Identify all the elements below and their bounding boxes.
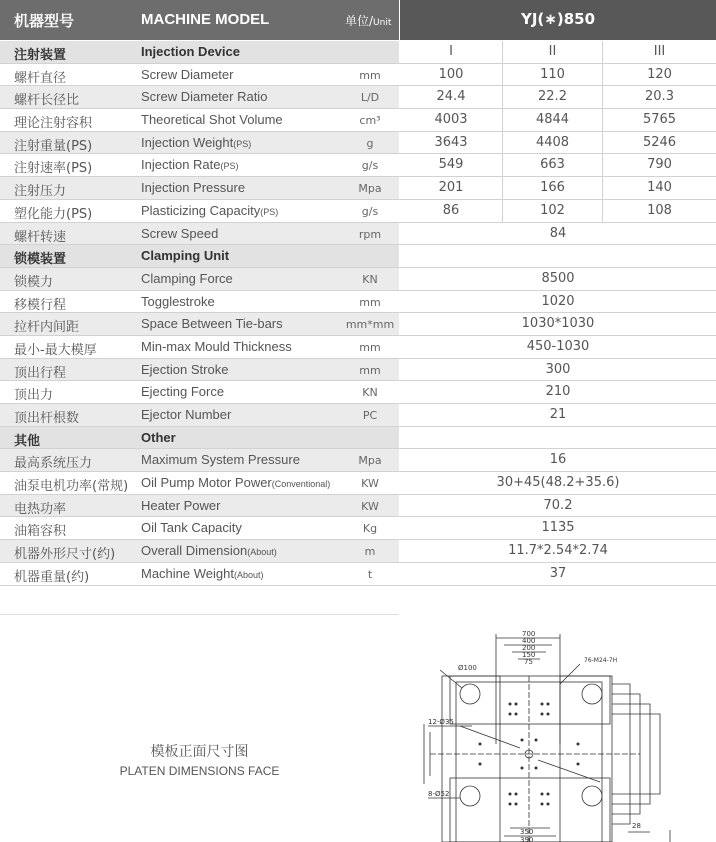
section-row <box>0 245 716 268</box>
row-value: 11.7*2.54*2.74 <box>508 543 608 559</box>
row-value: 1030*1030 <box>521 316 595 332</box>
row-label-en: Ejection Stroke <box>141 361 229 377</box>
table-row <box>0 86 716 109</box>
row-unit: mm <box>359 340 381 354</box>
row-label-cn: 注射压力 <box>14 184 67 200</box>
dim-label: 12-Ø35 <box>428 718 454 726</box>
row-value-i: 4003 <box>434 112 468 128</box>
row-label-cn: 拉杆内间距 <box>14 320 80 336</box>
row-label-en: Machine Weight(About) <box>141 565 264 581</box>
table-row <box>0 472 716 495</box>
spec-table <box>0 41 716 586</box>
row-unit: KW <box>361 477 379 491</box>
dim-label: 8-Ø52 <box>428 790 450 798</box>
header-model-en: MACHINE MODEL <box>141 11 270 28</box>
row-label-cn: 理论注射容积 <box>14 116 93 132</box>
row-label-cn: 机器重量(约) <box>14 569 90 585</box>
row-unit: t <box>367 567 373 581</box>
row-value-ii: 110 <box>502 64 602 86</box>
row-value-ii: 102 <box>502 200 602 222</box>
table-row <box>0 64 716 87</box>
row-label-en: Other <box>141 429 176 445</box>
dim-label: 400 <box>522 637 536 645</box>
table-row <box>0 449 716 472</box>
table-row <box>0 495 716 518</box>
row-unit: KW <box>361 499 379 513</box>
header-model-cn: 机器型号 <box>14 12 75 30</box>
table-row <box>0 154 716 177</box>
row-value-i: 3643 <box>434 134 468 150</box>
row-label-cn: 注射重量(PS) <box>14 138 93 154</box>
row-unit: Mpa <box>358 182 382 196</box>
table-row <box>0 132 716 155</box>
row-value-iii: 140 <box>602 177 716 199</box>
row-value-iii: 20.3 <box>602 86 716 108</box>
dim-label: 75 <box>524 658 533 666</box>
row-value-iii: 5765 <box>602 109 716 131</box>
row-value-i: 100 <box>438 66 464 82</box>
row-value: 84 <box>549 225 567 241</box>
table-row <box>0 336 716 359</box>
row-value: 210 <box>545 384 571 400</box>
dim-label: 76-M24-7H <box>584 657 618 664</box>
row-label-cn: 锁模力 <box>14 274 54 290</box>
header-unit: 单位/Unit <box>345 14 392 28</box>
dim-label: Ø100 <box>458 664 477 672</box>
row-unit: g/s <box>361 159 379 173</box>
row-value-i: 549 <box>438 157 464 173</box>
row-label-cn: 油泵电机功率(常规) <box>14 479 129 495</box>
platen-drawing <box>400 614 716 842</box>
row-label-en: Ejecting Force <box>141 384 225 400</box>
row-unit: m <box>364 545 376 559</box>
row-unit: mm*mm <box>345 318 395 332</box>
row-label-en: Theoretical Shot Volume <box>141 112 283 128</box>
table-row <box>0 381 716 404</box>
row-value: 300 <box>545 361 571 377</box>
divider <box>0 614 399 615</box>
dim-label: 150 <box>522 651 536 659</box>
row-label-cn: 移模行程 <box>14 297 67 313</box>
row-value: 450-1030 <box>526 338 590 354</box>
row-label-cn: 螺杆转速 <box>14 229 67 245</box>
row-label-bg <box>0 427 399 449</box>
row-value-i: 24.4 <box>436 89 466 105</box>
row-label-en: Oil Pump Motor Power(Conventional) <box>141 475 331 491</box>
row-label-cn: 注射装置 <box>14 48 67 63</box>
dim-label: 700 <box>522 630 536 638</box>
header-model-name: YJ(∗)850 <box>520 10 596 28</box>
row-value: 1135 <box>541 520 575 536</box>
row-unit: L/D <box>360 91 380 105</box>
row-label-cn: 其他 <box>14 433 41 449</box>
row-unit: Mpa <box>358 454 382 468</box>
platen-caption-cn: 模板正面尺寸图 <box>150 744 249 760</box>
row-value-ii: 22.2 <box>502 86 602 108</box>
row-label-cn: 注射速率(PS) <box>14 161 93 177</box>
row-label-en: Maximum System Pressure <box>141 452 300 468</box>
row-label-en: Space Between Tie-bars <box>141 316 283 332</box>
row-value-i: 201 <box>438 180 464 196</box>
row-unit: mm <box>359 295 381 309</box>
table-row <box>0 563 716 586</box>
row-value-ii: 4408 <box>502 132 602 154</box>
row-value-iii: 5246 <box>602 132 716 154</box>
row-label-en: Injection Rate(PS) <box>141 157 239 173</box>
row-value-iii: 120 <box>602 64 716 86</box>
row-label-en: Clamping Force <box>141 270 233 286</box>
row-value-iii: 790 <box>602 154 716 176</box>
row-unit: KN <box>362 272 378 286</box>
row-label-cn: 最小-最大模厚 <box>14 342 97 358</box>
table-row <box>0 517 716 540</box>
dim-label: 200 <box>522 644 536 652</box>
row-value-i: 86 <box>442 202 460 218</box>
row-label-cn: 锁模装置 <box>14 252 67 268</box>
row-unit: g <box>366 136 374 150</box>
section-row <box>0 427 716 450</box>
row-label-en: Screw Speed <box>141 225 219 241</box>
table-row <box>0 291 716 314</box>
row-label-cn: 电热功率 <box>14 501 67 517</box>
row-unit: PC <box>362 409 378 422</box>
row-label-cn: 螺杆直径 <box>14 70 67 86</box>
table-row <box>0 313 716 336</box>
row-label-en: Togglestroke <box>141 293 215 309</box>
row-label-cn: 最高系统压力 <box>14 456 93 472</box>
row-value-ii: 4844 <box>502 109 602 131</box>
row-value-ii: 663 <box>502 154 602 176</box>
row-unit: mm <box>359 68 381 82</box>
row-label-en: Oil Tank Capacity <box>141 520 242 536</box>
table-row <box>0 359 716 382</box>
row-label-en: Min-max Mould Thickness <box>141 338 292 354</box>
row-unit: g/s <box>361 204 379 218</box>
row-value: 21 <box>549 407 567 422</box>
row-value-i: I <box>449 44 453 59</box>
dim-label: 350 <box>520 828 534 836</box>
platen-caption-en: PLATEN DIMENSIONS FACE <box>119 764 280 778</box>
row-label-en: Injection Device <box>141 44 240 59</box>
row-label-cn: 油箱容积 <box>14 524 67 540</box>
row-unit: KN <box>362 386 378 400</box>
row-unit: rpm <box>358 227 382 241</box>
row-label-cn: 顶出行程 <box>14 365 67 381</box>
table-row <box>0 177 716 200</box>
row-value-ii: II <box>502 41 602 63</box>
row-label-cn: 顶出力 <box>14 388 54 404</box>
row-label-en: Ejector Number <box>141 407 232 422</box>
table-row <box>0 268 716 291</box>
row-value-iii: III <box>602 41 716 63</box>
table-row <box>0 540 716 563</box>
row-label-en: Screw Diameter Ratio <box>141 89 268 105</box>
dim-label: 28 <box>632 822 641 830</box>
row-value: 8500 <box>541 270 575 286</box>
row-label-en: Screw Diameter <box>141 66 234 82</box>
row-unit: cm³ <box>359 114 381 128</box>
dim-label: 390 <box>520 836 534 842</box>
row-label-en: Plasticizing Capacity(PS) <box>141 202 279 218</box>
row-label-en: Heater Power <box>141 497 221 513</box>
row-value-iii: 108 <box>602 200 716 222</box>
table-row <box>0 404 716 427</box>
row-value-ii: 166 <box>502 177 602 199</box>
row-unit: mm <box>359 363 381 377</box>
row-label-cn: 顶出杆根数 <box>14 411 80 426</box>
row-label-en: Injection Weight(PS) <box>141 134 252 150</box>
row-value: 1020 <box>541 293 575 309</box>
row-value: 70.2 <box>543 497 573 513</box>
row-label-en: Clamping Unit <box>141 248 230 264</box>
table-header <box>0 0 716 40</box>
row-value: 30+45(48.2+35.6) <box>496 475 620 491</box>
row-label-en: Injection Pressure <box>141 180 246 196</box>
table-row <box>0 223 716 246</box>
row-label-cn: 机器外形尺寸(约) <box>14 547 116 563</box>
row-label-cn: 塑化能力(PS) <box>14 206 93 222</box>
row-value: 16 <box>549 452 567 468</box>
row-label-en: Overall Dimension(About) <box>141 543 277 559</box>
row-unit: Kg <box>362 522 378 536</box>
row-value: 37 <box>549 565 567 581</box>
table-row <box>0 109 716 132</box>
section-row <box>0 41 716 64</box>
row-label-cn: 螺杆长径比 <box>14 93 80 109</box>
table-row <box>0 200 716 223</box>
